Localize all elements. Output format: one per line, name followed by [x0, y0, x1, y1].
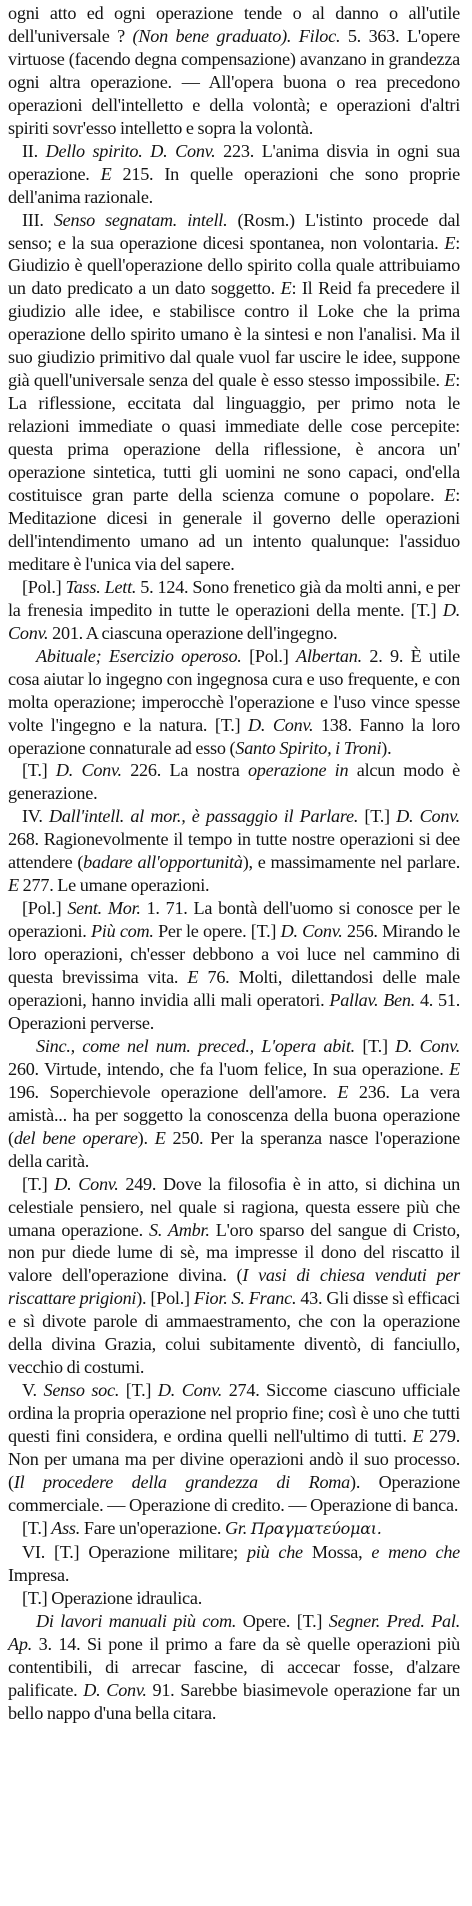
citation-or-gloss-text: E [444, 232, 456, 253]
citation-or-gloss-text: E [337, 1081, 349, 1102]
citation-or-gloss-text: Abituale; Esercizio operoso. [36, 645, 242, 666]
citation-or-gloss-text: D. Conv. [55, 760, 122, 781]
entry-text: 279. Non per umana ma per divine operazioni andò il suo processo. ( [8, 1426, 461, 1492]
entry-text: [T.] [358, 806, 397, 827]
entry-text: Per le opere. [T.] [153, 921, 281, 942]
citation-or-gloss-text: Senso segnatam. intell. [53, 209, 228, 230]
citation-or-gloss-text: E [444, 485, 456, 506]
entry-text: 76. Molti, dilettandosi delle male operazioni, hanno invidia alli mali operatori. [8, 967, 460, 1010]
citation-or-gloss-text: I vasi di chiesa venduti per riscattare prigioni [8, 1265, 460, 1309]
entry-paragraph [8, 759, 460, 805]
entry-text: ). [Pol.] [136, 1288, 194, 1309]
citation-or-gloss-text: E [280, 278, 292, 299]
citation-or-gloss-text: Il procedere della grandezza di Roma [13, 1472, 351, 1492]
entry-paragraph [8, 1173, 460, 1380]
entry-text: ). [137, 1127, 155, 1148]
citation-or-gloss-text: Fior. S. Franc. [193, 1288, 297, 1309]
citation-or-gloss-text: e meno che [371, 1541, 460, 1562]
entry-text: 196. Soperchievole operazione dell'amore. [8, 1081, 338, 1102]
citation-or-gloss-text: badare all'opportunità [83, 852, 243, 873]
entry-paragraph [8, 897, 460, 1035]
citation-or-gloss-text: Pallav. Ben. [329, 989, 416, 1010]
entry-text: (Rosm.) L'istinto procede dal senso; e la sua operazione dicesi spontanea, non volontaria. [8, 209, 460, 253]
entry-text: 223. L'anima disvia in ogni sua operazione. [8, 140, 461, 184]
citation-or-gloss-text: Senso soc. [43, 1380, 120, 1401]
entry-paragraph [8, 576, 460, 645]
entry-paragraph [8, 805, 460, 897]
citation-or-gloss-text: E [100, 163, 112, 184]
entry-text: [Pol.] [241, 645, 296, 666]
entry-text: : Meditazione dicesi in generale il governo delle operazioni dell'intendimento umano ad un intento qualunque: l'assiduo meditare è l'unica via del sapere. [8, 485, 460, 574]
entry-text: 277. Le umane operazioni. [18, 875, 210, 896]
entry-text: 4. 51. Operazioni perverse. [8, 989, 461, 1033]
entry-text: 3. 14. Si pone il primo a fare da sè quelle operazioni più contentibili, di arrecar fascine, di accecar fosse, d'alzare palificate. [8, 1633, 460, 1700]
citation-or-gloss-text: Dello spirito. D. Conv. [45, 140, 216, 161]
entry-paragraph [8, 1541, 460, 1587]
citation-or-gloss-text: D. Conv. [395, 1035, 461, 1056]
entry-text: : Giudizio è quell'operazione dello spirito colla quale attribuiamo un dato predicato a un dato soggetto. [8, 232, 460, 299]
citation-or-gloss-text: (Non bene graduato). Filoc. [132, 25, 341, 46]
citation-or-gloss-text: D. Conv. [157, 1380, 223, 1401]
entry-text: 1. 71. La bontà dell'uomo si conosce per le operazioni. [8, 898, 461, 942]
citation-or-gloss-text: Di lavori manuali più com. [36, 1610, 237, 1631]
citation-or-gloss-text: D. Conv. [8, 599, 460, 643]
entry-text: 215. In quelle operazioni che sono proprie dell'anima razionale. [8, 163, 460, 207]
entry-text: 5. 363. L'opere virtuose (facendo degna compensazione) avanzano in grandezza ogni altra operazione. — All'opera buona o rea precedono operazioni dell'intelletto e della volontà; e operazioni d'altri spiriti sovr'esso intelletto e sopra la volontà. [8, 25, 461, 138]
entry-text: [T.] [354, 1035, 396, 1056]
entry-text: [T.] [22, 1173, 55, 1194]
citation-or-gloss-text: E [449, 1058, 460, 1079]
entry-text: : Il Reid fa precedere il giudizio alle idee, e stabilisce contro il Loke che la prima operazione dello spirito umano è la sintesi e non l'analisi. Ma il suo giudizio primitivo dal quale vuol far uscire le idee, suppone già quell'universale senza del quale è esso stesso impossibile. [8, 278, 460, 391]
citation-or-gloss-text: D. Conv. [83, 1679, 147, 1700]
entry-text: ogni atto ed ogni operazione tende o al danno o all'utile dell'universale ? [8, 3, 460, 46]
entry-text: alcun modo è generazione. [8, 760, 460, 804]
citation-or-gloss-text: Ass. [51, 1517, 81, 1538]
entry-paragraph [8, 1587, 460, 1610]
citation-or-gloss-text: D. Conv. [280, 921, 343, 942]
entry-text: 91. Sarebbe biasimevole operazione far un bello nappo d'una bella citara. [8, 1679, 461, 1723]
entry-text: 260. Virtude, intendo, che fa l'uom felice, In sua operazione. [8, 1058, 450, 1079]
entry-text: [Pol.] [22, 898, 68, 919]
citation-or-gloss-text: S. Ambr. [149, 1219, 210, 1240]
entry-text: [T.] [22, 760, 56, 781]
entry-paragraph [8, 209, 460, 576]
citation-or-gloss-text: Dall'intell. al mor., è passaggio il Parlare. [48, 806, 359, 827]
entry-text: : La riflessione, eccitata dal linguaggio, per primo nota le relazioni immediate o quasi immediate delle cose percepite: questa prima operazione della riflessione, è ancora un' operazione sintetica, tutti gli uomini ne sono capaci, ond'ella costituisce gran parte della scienza comune o popolare. [8, 370, 460, 506]
entry-text: Opere. [T.] [236, 1610, 329, 1631]
citation-or-gloss-text: operazione in [247, 760, 349, 781]
citation-or-gloss-text: Tass. Lett. [65, 576, 137, 597]
entry-text: 5. 124. Sono frenetico già da molti anni, e per la frenesia impedito in tutte le operazioni della mente. [T.] [8, 576, 460, 620]
entry-text: 268. Ragionevolmente il tempo in tutte nostre operazioni si dee attendere ( [8, 829, 460, 873]
entry-text: ). Operazione commerciale. — Operazione di credito. — Operazione di banca. [8, 1472, 460, 1515]
entry-paragraph [8, 1517, 460, 1541]
entry-text: V. [22, 1380, 44, 1401]
entry-text: Mossa, [302, 1541, 372, 1562]
entry-paragraph [8, 1610, 460, 1725]
entry-text: 43. Gli disse sì efficaci e sì divote parole di ammaestramento, che con la operazione della divina Grazia, colui subitamente diventò, di fanciullo, vecchio di costumi. [8, 1288, 460, 1378]
entry-text: [Pol.] [22, 576, 66, 597]
citation-or-gloss-text: Albertan. [295, 645, 362, 666]
entry-text: 256. Mirando le loro operazioni, ch'esser debbono a voi luce nel cammino di questa brevissima vita. [8, 921, 460, 988]
entry-paragraph [8, 140, 460, 209]
citation-or-gloss-text: E [8, 875, 19, 896]
entry-text: [T.] Operazione idraulica. [22, 1587, 202, 1608]
entry-text: 250. Per la speranza nasce l'operazione della carità. [8, 1127, 460, 1171]
entry-text: III. [22, 209, 54, 230]
citation-or-gloss-text: Gr. [225, 1517, 248, 1538]
entry-text: Πραγματεύομαι. [250, 1518, 382, 1538]
entry-text: 201. A ciascuna operazione dell'ingegno. [48, 622, 338, 643]
entry-text: II. [22, 140, 46, 161]
citation-or-gloss-text: Più com. [90, 921, 154, 942]
entry-paragraph [8, 2, 460, 140]
entry-paragraph [8, 1379, 460, 1517]
entry-paragraph [8, 645, 460, 760]
citation-or-gloss-text: E [154, 1127, 166, 1148]
citation-or-gloss-text: E [187, 967, 199, 988]
citation-or-gloss-text: Sent. Mor. [67, 898, 141, 919]
entry-text: [T.] [22, 1517, 52, 1538]
entry-text: 249. Dove la filosofia è in atto, si dichina un celestiale pensiero, nel quale si ragiona, questa essere più che umana operazione. [8, 1173, 460, 1240]
citation-or-gloss-text: D. Conv. [248, 714, 314, 735]
citation-or-gloss-text: E [412, 1426, 424, 1447]
entry-text: ). [381, 737, 392, 758]
entry-text: 2. 9. È utile cosa aiutar lo ingegno con ingegnosa cura e uso frequente, e con molta operazione; imperocchè l'operazione e l'uso vince spesse volte l'ingegno e la natura. [T.] [8, 645, 461, 735]
entry-text: [T.] [119, 1380, 158, 1401]
citation-or-gloss-text: E [444, 370, 456, 391]
entry-text: Impresa. [8, 1564, 70, 1585]
entry-text: 236. La vera amistà... ha per soggetto la conoscenza della buona operazione ( [8, 1081, 460, 1148]
citation-or-gloss-text: D. Conv. [396, 806, 460, 827]
citation-or-gloss-text: Segner. Pred. Pal. Ap. [8, 1610, 460, 1654]
dictionary-entry-operazione [8, 2, 460, 1724]
entry-text: IV. [22, 806, 49, 827]
entry-paragraph [8, 1035, 460, 1173]
citation-or-gloss-text: Sinc., come nel num. preced., L'opera abit. [36, 1035, 355, 1056]
citation-or-gloss-text: D. Conv. [54, 1173, 119, 1194]
citation-or-gloss-text: più che [246, 1541, 303, 1562]
entry-text: L'oro sparso del sangue di Cristo, non pur diede lume di sè, ma impresse il dono del riscatto il valore dell'operazione divina. ( [8, 1219, 460, 1286]
entry-text: 138. Fanno la loro operazione connaturale ad esso ( [8, 714, 460, 758]
citation-or-gloss-text: del bene operare [13, 1127, 138, 1148]
entry-text: ), e massimamente nel parlare. [242, 852, 460, 873]
citation-or-gloss-text: Santo Spirito, i Troni [235, 737, 382, 758]
entry-text: 226. La nostra [121, 760, 248, 781]
entry-text: Fare un'operazione. [80, 1517, 226, 1538]
entry-text: VI. [T.] Operazione militare; [22, 1541, 247, 1562]
entry-text: 274. Siccome ciascuno ufficiale ordina la propria operazione nel proprio fine; così è uno che tutti questi fini considera, e ordina quelli nell'ultimo di tutti. [8, 1380, 460, 1447]
